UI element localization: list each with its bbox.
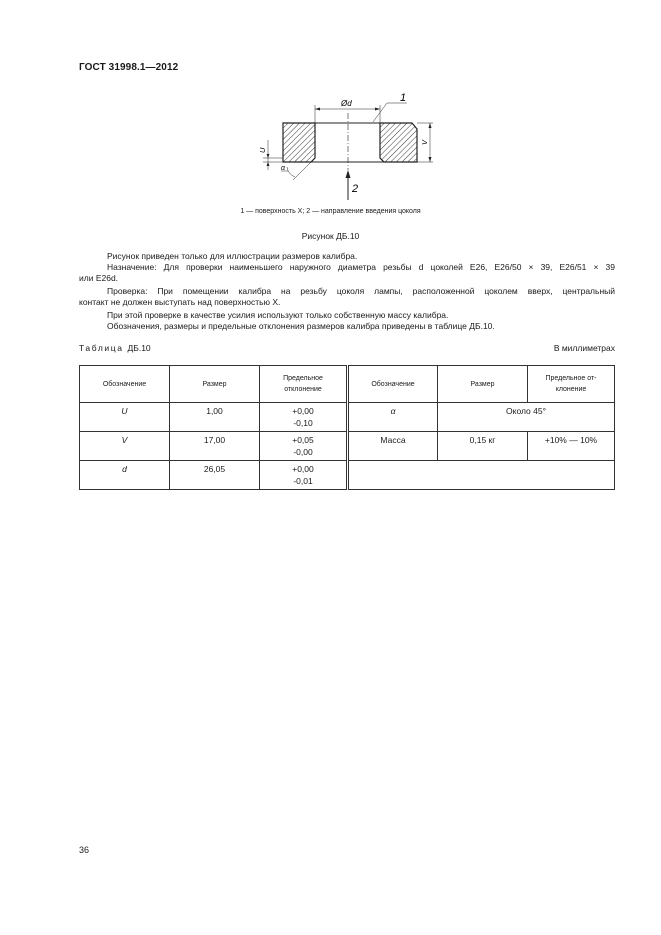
- deviation-upper: +0,00: [292, 464, 314, 474]
- size-cell: 26,05: [170, 461, 260, 490]
- table-row: [80, 461, 615, 490]
- paragraph-check-cont: контакт не должен выступать над поверхностью X.: [79, 297, 281, 307]
- deviation-upper: +0,05: [292, 435, 314, 445]
- symbol-cell: U: [80, 403, 170, 432]
- deviation-lower: -0,01: [293, 476, 313, 486]
- figure-caption: Рисунок ДБ.10: [301, 231, 360, 241]
- deviation-lower: -0,10: [293, 418, 313, 428]
- callout-2-label: 2: [352, 183, 359, 195]
- deviation-cell: [260, 403, 348, 432]
- table-row: [80, 403, 615, 432]
- deviation-upper: +0,00: [292, 406, 314, 416]
- paragraph-assignment: Назначение: Для проверки наименьшего наружного диаметра резьбы d цоколей E26, E26/50 × 39, E26/51 × 39: [107, 262, 615, 272]
- symbol-cell: d: [80, 461, 170, 490]
- table-title-number: ДБ.10: [127, 343, 151, 353]
- paragraph-force: При этой проверке в качестве усилия используют только собственную массу калибра.: [107, 310, 449, 320]
- header-cell: Предельное от-клонение: [528, 366, 615, 403]
- deviation-lower: -0,00: [293, 447, 313, 457]
- paragraph-purpose-note: Рисунок приведен только для иллюстрации размеров калибра.: [107, 251, 358, 261]
- deviation-cell: [260, 461, 348, 490]
- figure-legend: 1 — поверхность X; 2 — направление введения цоколя: [240, 208, 421, 215]
- size-cell: 17,00: [170, 432, 260, 461]
- table-row: [80, 432, 615, 461]
- table-units: В миллиметрах: [553, 343, 615, 353]
- symbol-cell: V: [80, 432, 170, 461]
- table-title-prefix: Таблица: [79, 343, 124, 353]
- dimensions-table: [79, 365, 615, 490]
- header-cell: Предельное отклонение: [260, 366, 348, 403]
- symbol-cell: Масса: [348, 432, 438, 461]
- size-cell: 0,15 кг: [438, 432, 528, 461]
- diameter-label: Ød: [341, 99, 352, 108]
- header-cell: Обозначение: [80, 366, 170, 403]
- gauge-drawing: [255, 88, 445, 203]
- size-cell: Около 45°: [438, 403, 615, 432]
- u-label: U: [258, 147, 267, 153]
- symbol-cell: α: [348, 403, 438, 432]
- document-header: ГОСТ 31998.1—2012: [79, 62, 179, 73]
- page-number: 36: [79, 845, 90, 855]
- alpha-label: α: [281, 165, 285, 172]
- header-cell: Размер: [438, 366, 528, 403]
- header-cell: Размер: [170, 366, 260, 403]
- size-cell: 1,00: [170, 403, 260, 432]
- empty-cell: [348, 461, 615, 490]
- table-header-row: [80, 366, 615, 403]
- deviation-cell: [260, 432, 348, 461]
- deviation-cell: +10% — 10%: [528, 432, 615, 461]
- callout-1-label: 1: [400, 92, 407, 104]
- table-title: [79, 343, 151, 353]
- gauge-left-section: [283, 123, 315, 162]
- paragraph-check: Проверка: При помещении калибра на резьбу цоколя лампы, расположенной цоколем вверх, центральный: [107, 286, 615, 296]
- paragraph-table-ref: Обозначения, размеры и предельные отклонения размеров калибра приведены в таблице ДБ.10.: [107, 321, 495, 331]
- gauge-right-section: [380, 123, 417, 162]
- paragraph-assignment-cont: или E26d.: [79, 273, 119, 283]
- v-label: V: [420, 139, 429, 145]
- header-cell: Обозначение: [348, 366, 438, 403]
